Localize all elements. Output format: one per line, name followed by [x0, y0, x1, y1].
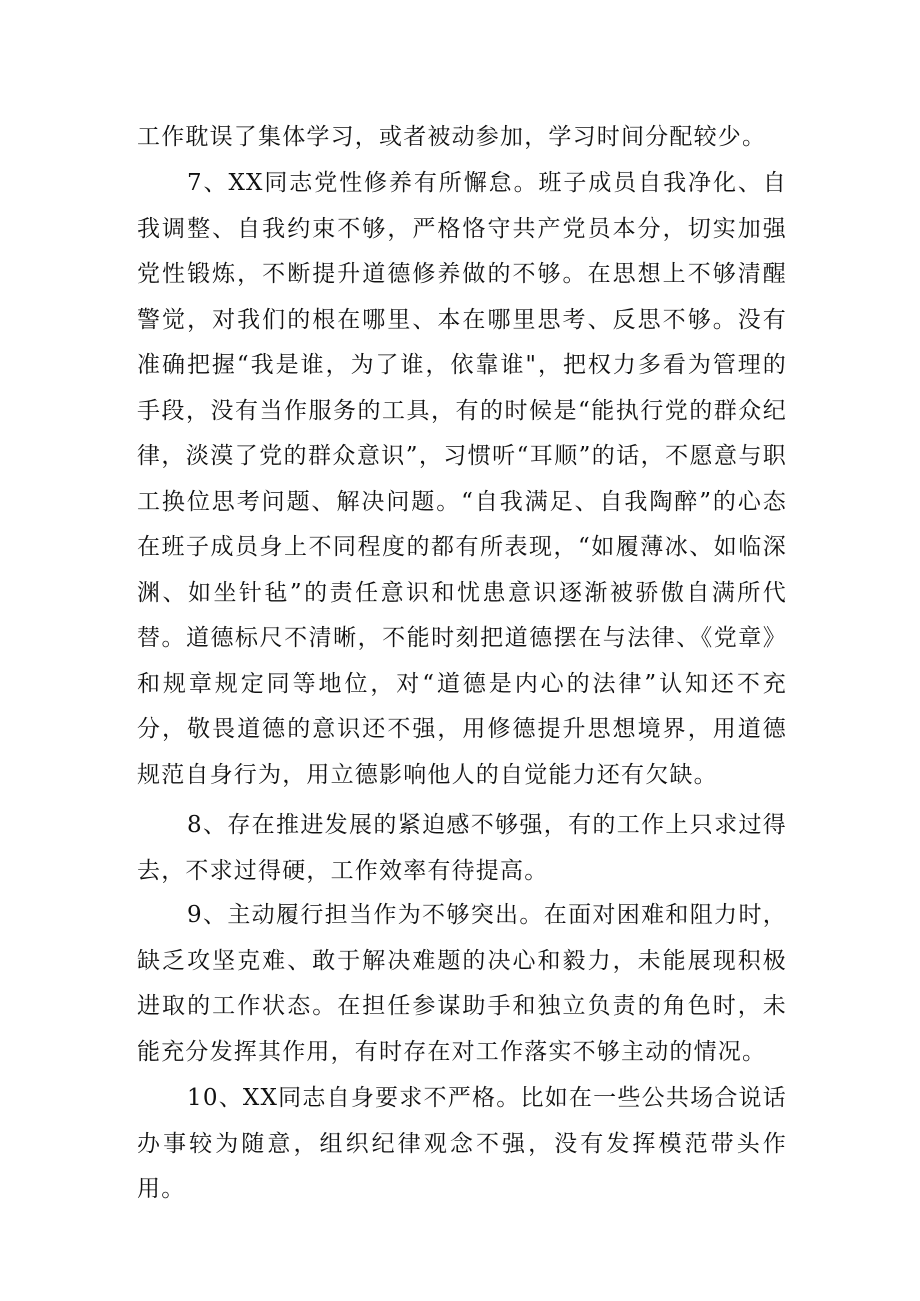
- paragraph-item-8: 8、存在推进发展的紧迫感不够强，有的工作上只求过得去，不求过得硬，工作效率有待提高。: [137, 812, 787, 884]
- paragraph-continuation: 工作耽误了集体学习，或者被动参加，学习时间分配较少。: [137, 124, 767, 150]
- paragraph-item-7: 7、XX同志党性修养有所懈怠。班子成员自我净化、自我调整、自我约束不够，严格恪守共产党员本分，切实加强党性锻炼，不断提升道德修养做的不够。在思想上不够清醒警觉，对我们的根在哪里、本在哪里思考、反思不够。没有准确把握“我是谁，为了谁，依靠谁"，把权力多看为管理的手段，没有当作服务的工具，有的时候是“能执行党的群众纪律，淡漠了党的群众意识”，习惯听“耳顺”的话，不愿意与职工换位思考问题、解决问题。“自我满足、自我陶醉”的心态在班子成员身上不同程度的都有所表现，“如履薄冰、如临深渊、如坐针毡”的责任意识和忧患意识逐渐被骄傲自满所代替。道德标尺不清晰，不能时刻把道德摆在与法律、《党章》和规章规定同等地位，对“道德是内心的法律”认知还不充分，敬畏道德的意识还不强，用修德提升思想境界，用道德规范自身行为，用立德影响他人的自觉能力还有欠缺。: [137, 170, 787, 788]
- paragraph-item-9: 9、主动履行担当作为不够突出。在面对困难和阻力时，缺乏攻坚克难、敢于解决难题的决心和毅力，未能展现积极进取的工作状态。在担任参谋助手和独立负责的角色时，未能充分发挥其作用，有时存在对工作落实不够主动的情况。: [137, 902, 787, 1065]
- paragraph-item-10: 10、XX同志自身要求不严格。比如在一些公共场合说话办事较为随意，组织纪律观念不强，没有发挥模范带头作用。: [137, 1085, 787, 1202]
